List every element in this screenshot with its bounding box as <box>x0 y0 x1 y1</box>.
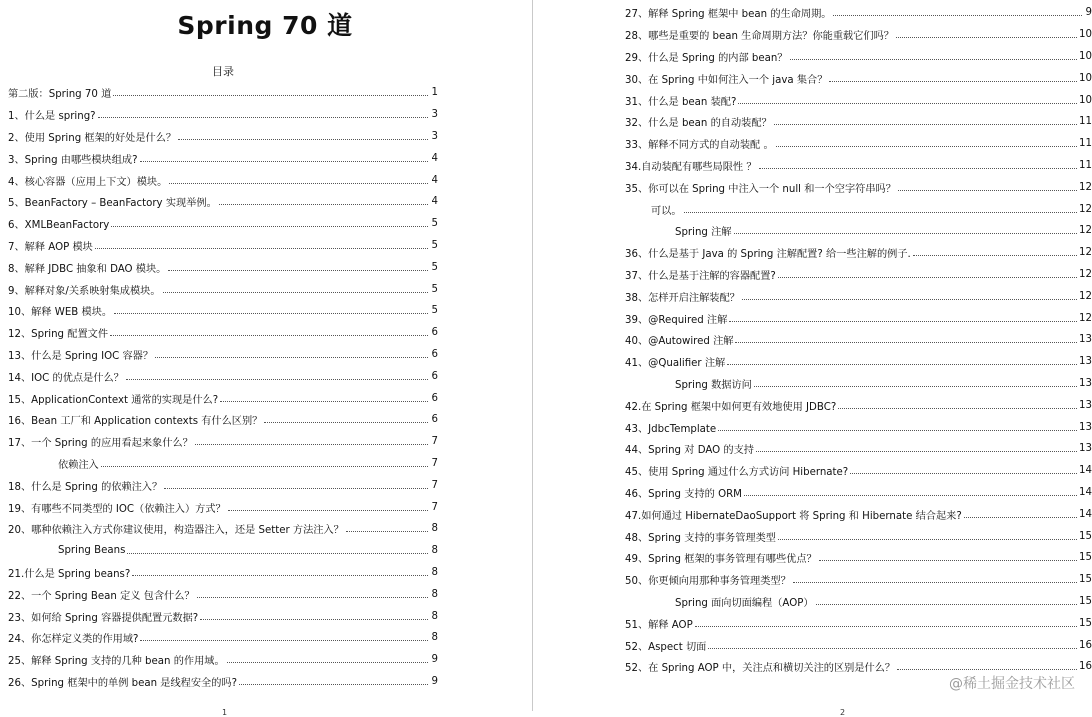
toc-entry-title: 42.在 Spring 框架中如何更有效地使用 JDBC? <box>625 401 837 413</box>
toc-entry-title: Spring 面向切面编程（AOP） <box>675 597 814 609</box>
toc-entry-page: 8 <box>431 523 438 535</box>
toc-entry-page: 15 <box>1079 552 1092 564</box>
toc-entry-page: 12 <box>1079 312 1092 324</box>
toc-entry-page: 9 <box>1085 7 1092 19</box>
document-title: Spring 70 道 <box>177 11 353 40</box>
toc-entry[interactable] <box>8 627 438 649</box>
toc-entry[interactable] <box>625 547 1092 569</box>
toc-dot-leader <box>114 313 428 314</box>
toc-entry-title: 44、Spring 对 DAO 的支持 <box>625 445 754 457</box>
toc-entry[interactable] <box>8 191 438 213</box>
toc-dot-leader <box>140 161 428 162</box>
toc-dot-leader <box>127 553 428 554</box>
toc-entry-title: 48、Spring 支持的事务管理类型 <box>625 532 776 544</box>
toc-entry-title: 29、什么是 Spring 的内部 bean？ <box>625 52 788 64</box>
toc-dot-leader <box>98 117 428 118</box>
toc-entry[interactable] <box>8 496 438 518</box>
toc-entry[interactable] <box>625 133 1092 155</box>
toc-entry-title: 22、一个 Spring Bean 定义 包含什么？ <box>8 590 195 602</box>
toc-dot-leader <box>684 212 1077 213</box>
toc-entry[interactable] <box>625 198 1092 220</box>
toc-entry-page: 10 <box>1079 50 1092 62</box>
toc-entry[interactable] <box>8 453 438 475</box>
toc-entry-title: 13、什么是 Spring IOC 容器？ <box>8 350 154 362</box>
toc-entry-page: 16 <box>1079 639 1092 651</box>
toc-entry[interactable] <box>8 344 438 366</box>
toc-entry-page: 10 <box>1079 94 1092 106</box>
toc-dot-leader <box>742 299 1077 300</box>
toc-dot-leader <box>964 517 1077 518</box>
toc-entry-page: 6 <box>431 348 438 360</box>
toc-entry-title: 43、JdbcTemplate <box>625 423 717 435</box>
toc-dot-leader <box>169 183 428 184</box>
toc-dot-leader <box>776 146 1077 147</box>
toc-entry-page: 15 <box>1079 617 1092 629</box>
toc-entry[interactable] <box>8 605 438 627</box>
toc-entry[interactable] <box>625 394 1092 416</box>
page-number-left: 1 <box>222 708 228 717</box>
toc-entry-title: 14、IOC 的优点是什么？ <box>8 372 124 384</box>
toc-entry[interactable] <box>625 569 1092 591</box>
toc-entry-page: 8 <box>431 588 438 600</box>
toc-dot-leader <box>95 248 428 249</box>
toc-dot-leader <box>132 575 428 576</box>
toc-entry-page: 6 <box>431 392 438 404</box>
toc-dot-leader <box>111 226 428 227</box>
toc-entry-title: 21.什么是 Spring beans? <box>8 568 131 580</box>
toc-entry-page: 4 <box>431 174 438 186</box>
toc-entry[interactable] <box>8 474 438 496</box>
toc-entry-page: 7 <box>431 479 438 491</box>
toc-dot-leader <box>718 430 1077 431</box>
toc-entry-title: 28、哪些是重要的 bean 生命周期方法？你能重载它们吗？ <box>625 31 894 43</box>
toc-entry-page: 5 <box>431 239 438 251</box>
toc-dot-leader <box>735 342 1077 343</box>
toc-dot-leader <box>178 139 428 140</box>
toc-entry-page: 8 <box>431 632 438 644</box>
toc-entry-page: 13 <box>1079 421 1092 433</box>
toc-entry-page: 9 <box>431 654 438 666</box>
toc-entry-title: 17、一个 Spring 的应用看起来象什么？ <box>8 438 193 450</box>
toc-entry-page: 5 <box>431 218 438 230</box>
toc-list-right <box>625 2 1092 678</box>
toc-entry[interactable] <box>625 503 1092 525</box>
toc-dot-leader <box>239 684 428 685</box>
toc-entry[interactable] <box>8 562 438 584</box>
toc-entry-page: 10 <box>1079 29 1092 41</box>
toc-entry-title: 8、解释 JDBC 抽象和 DAO 模块。 <box>8 263 167 275</box>
toc-dot-leader <box>816 604 1077 605</box>
toc-entry-title: Spring 注解 <box>675 227 732 239</box>
toc-entry[interactable] <box>625 373 1092 395</box>
toc-dot-leader <box>264 422 428 423</box>
page-divider <box>532 0 533 711</box>
toc-dot-leader <box>793 582 1077 583</box>
toc-entry[interactable] <box>8 431 438 453</box>
toc-entry-title: 39、@Required 注解 <box>625 314 728 326</box>
toc-entry[interactable] <box>625 329 1092 351</box>
toc-entry[interactable] <box>8 104 438 126</box>
toc-dot-leader <box>790 59 1078 60</box>
toc-entry-title: 27、解释 Spring 框架中 bean 的生命周期。 <box>625 9 832 21</box>
toc-dot-leader <box>897 669 1077 670</box>
toc-entry-title: 24、你怎样定义类的作用域? <box>8 634 139 646</box>
document-page-left <box>0 0 530 717</box>
toc-entry[interactable] <box>625 460 1092 482</box>
toc-dot-leader <box>346 531 428 532</box>
toc-entry-title: 9、解释对象/关系映射集成模块。 <box>8 285 161 297</box>
toc-entry-title: 18、什么是 Spring 的依赖注入？ <box>8 481 163 493</box>
toc-entry[interactable] <box>8 518 438 540</box>
toc-entry-title: 2、使用 Spring 框架的好处是什么？ <box>8 132 177 144</box>
toc-entry[interactable] <box>8 671 438 693</box>
toc-entry[interactable] <box>8 322 438 344</box>
toc-dot-leader <box>695 626 1077 627</box>
toc-dot-leader <box>819 560 1077 561</box>
toc-entry[interactable] <box>8 235 438 257</box>
toc-entry-page: 4 <box>431 196 438 208</box>
toc-entry-page: 9 <box>431 675 438 687</box>
toc-entry[interactable] <box>8 213 438 235</box>
toc-entry-title: 第二版：Spring 70 道 <box>8 89 112 101</box>
toc-entry-title: 15、ApplicationContext 通常的实现是什么? <box>8 394 219 406</box>
toc-entry[interactable] <box>625 220 1092 242</box>
toc-entry-page: 6 <box>431 414 438 426</box>
toc-dot-leader <box>200 619 428 620</box>
toc-entry-title: Spring 数据访问 <box>675 379 752 391</box>
toc-entry-title: 46、Spring 支持的 ORM <box>625 488 742 500</box>
toc-entry-title: 35、你可以在 Spring 中注入一个 null 和一个空字符串吗？ <box>625 183 896 195</box>
toc-entry-page: 11 <box>1079 159 1092 171</box>
toc-entry-title: 37、什么是基于注解的容器配置? <box>625 270 776 282</box>
toc-entry-title: 45、使用 Spring 通过什么方式访问 Hibernate? <box>625 467 849 479</box>
toc-entry[interactable] <box>8 583 438 605</box>
toc-entry-page: 13 <box>1079 399 1092 411</box>
toc-entry-page: 8 <box>431 610 438 622</box>
toc-entry[interactable] <box>8 82 438 104</box>
toc-dot-leader <box>197 597 428 598</box>
toc-dot-leader <box>838 408 1077 409</box>
toc-entry-title: 26、Spring 框架中的单例 bean 是线程安全的吗? <box>8 677 238 689</box>
toc-entry-title: 6、XMLBeanFactory <box>8 220 110 232</box>
toc-entry-title: 51、解释 AOP <box>625 619 693 631</box>
toc-entry[interactable] <box>8 169 438 191</box>
toc-dot-leader <box>110 335 428 336</box>
toc-entry-title: 41、@Qualifier 注解 <box>625 358 726 370</box>
toc-entry-page: 7 <box>431 457 438 469</box>
toc-entry[interactable] <box>625 307 1092 329</box>
toc-entry-title: 34.自动装配有哪些局限性 ？ <box>625 161 757 173</box>
toc-entry[interactable] <box>8 387 438 409</box>
toc-dot-leader <box>756 451 1077 452</box>
toc-heading: 目录 <box>212 65 234 78</box>
toc-entry[interactable] <box>625 525 1092 547</box>
toc-entry[interactable] <box>625 155 1092 177</box>
toc-entry-title: 30、在 Spring 中如何注入一个 java 集合？ <box>625 74 828 86</box>
toc-entry[interactable] <box>8 278 438 300</box>
toc-entry[interactable] <box>8 540 438 562</box>
toc-entry-title: 31、什么是 bean 装配? <box>625 96 737 108</box>
toc-entry-page: 3 <box>431 130 438 142</box>
toc-dot-leader <box>195 444 428 445</box>
toc-entry[interactable] <box>625 176 1092 198</box>
toc-entry-page: 15 <box>1079 574 1092 586</box>
toc-dot-leader <box>744 495 1077 496</box>
toc-entry-title: 可以。 <box>651 205 682 217</box>
toc-list-left <box>8 82 438 692</box>
toc-entry-page: 12 <box>1079 247 1092 259</box>
toc-entry-title: 20、哪种依赖注入方式你建议使用，构造器注入，还是 Setter 方法注入？ <box>8 525 344 537</box>
toc-entry[interactable] <box>625 2 1092 24</box>
toc-entry-page: 12 <box>1079 290 1092 302</box>
toc-entry[interactable] <box>625 612 1092 634</box>
toc-entry-page: 8 <box>431 545 438 557</box>
toc-entry-title: 52、在 Spring AOP 中，关注点和横切关注的区别是什么？ <box>625 663 896 675</box>
toc-dot-leader <box>833 15 1082 16</box>
toc-dot-leader <box>896 37 1077 38</box>
toc-entry-title: 4、核心容器（应用上下文）模块。 <box>8 176 168 188</box>
toc-entry-page: 13 <box>1079 356 1092 368</box>
toc-entry[interactable] <box>8 409 438 431</box>
toc-entry-page: 5 <box>431 305 438 317</box>
toc-entry-page: 8 <box>431 566 438 578</box>
toc-entry-page: 5 <box>431 283 438 295</box>
toc-entry-page: 15 <box>1079 595 1092 607</box>
toc-dot-leader <box>155 357 428 358</box>
toc-dot-leader <box>898 190 1077 191</box>
toc-dot-leader <box>227 662 428 663</box>
toc-entry-page: 1 <box>431 87 438 99</box>
watermark: @稀土掘金技术社区 <box>949 676 1075 692</box>
toc-dot-leader <box>738 103 1077 104</box>
toc-dot-leader <box>220 401 428 402</box>
toc-entry-title: 25、解释 Spring 支持的几种 bean 的作用域。 <box>8 656 225 668</box>
toc-entry-page: 14 <box>1079 465 1092 477</box>
toc-entry-title: 16、Bean 工厂和 Application contexts 有什么区别？ <box>8 416 263 428</box>
toc-entry-page: 15 <box>1079 530 1092 542</box>
toc-entry-page: 14 <box>1079 486 1092 498</box>
toc-entry-page: 14 <box>1079 508 1092 520</box>
toc-entry[interactable] <box>8 147 438 169</box>
toc-entry-title: 1、什么是 spring? <box>8 111 96 123</box>
toc-dot-leader <box>778 539 1077 540</box>
toc-entry-page: 13 <box>1079 443 1092 455</box>
toc-dot-leader <box>913 255 1077 256</box>
toc-entry-page: 12 <box>1079 203 1092 215</box>
toc-dot-leader <box>729 321 1077 322</box>
toc-entry[interactable] <box>625 634 1092 656</box>
toc-entry[interactable] <box>625 46 1092 68</box>
toc-dot-leader <box>708 648 1077 649</box>
toc-entry-title: 38、怎样开启注解装配？ <box>625 292 740 304</box>
toc-entry[interactable] <box>625 482 1092 504</box>
toc-dot-leader <box>850 473 1077 474</box>
toc-entry-page: 13 <box>1079 334 1092 346</box>
toc-entry-page: 7 <box>431 436 438 448</box>
toc-dot-leader <box>101 466 428 467</box>
toc-entry[interactable] <box>625 111 1092 133</box>
toc-entry-title: 23、如何给 Spring 容器提供配置元数据? <box>8 612 199 624</box>
toc-dot-leader <box>140 640 428 641</box>
toc-entry-title: 40、@Autowired 注解 <box>625 336 734 348</box>
toc-entry[interactable] <box>625 416 1092 438</box>
toc-entry-page: 7 <box>431 501 438 513</box>
toc-dot-leader <box>228 510 428 511</box>
toc-entry[interactable] <box>625 67 1092 89</box>
toc-entry-page: 6 <box>431 327 438 339</box>
toc-dot-leader <box>168 270 428 271</box>
toc-entry[interactable] <box>8 365 438 387</box>
toc-entry-title: 12、Spring 配置文件 <box>8 329 109 341</box>
toc-entry-title: 依赖注入 <box>58 459 99 471</box>
toc-entry[interactable] <box>8 256 438 278</box>
toc-entry-title: 49、Spring 框架的事务管理有哪些优点？ <box>625 554 817 566</box>
toc-entry-title: 5、BeanFactory – BeanFactory 实现举例。 <box>8 198 217 210</box>
toc-dot-leader <box>759 168 1078 169</box>
toc-entry-title: 10、解释 WEB 模块。 <box>8 307 113 319</box>
toc-entry-title: 32、什么是 bean 的自动装配？ <box>625 118 772 130</box>
toc-entry-page: 12 <box>1079 225 1092 237</box>
toc-entry-page: 11 <box>1079 116 1092 128</box>
toc-entry-page: 6 <box>431 370 438 382</box>
toc-entry-title: 3、Spring 由哪些模块组成? <box>8 154 138 166</box>
toc-entry[interactable] <box>625 264 1092 286</box>
toc-dot-leader <box>778 277 1077 278</box>
toc-dot-leader <box>734 233 1078 234</box>
page-number-right: 2 <box>840 708 846 717</box>
toc-entry-page: 12 <box>1079 181 1092 193</box>
toc-entry-page: 16 <box>1079 661 1092 673</box>
toc-entry-page: 4 <box>431 152 438 164</box>
toc-entry-page: 13 <box>1079 377 1092 389</box>
toc-dot-leader <box>727 364 1077 365</box>
toc-entry[interactable] <box>625 438 1092 460</box>
toc-entry-page: 11 <box>1079 138 1092 150</box>
toc-dot-leader <box>126 379 428 380</box>
toc-entry-title: 47.如何通过 HibernateDaoSupport 将 Spring 和 Hibernate 结合起来? <box>625 510 962 522</box>
toc-entry-page: 10 <box>1079 72 1092 84</box>
toc-entry[interactable] <box>625 242 1092 264</box>
toc-dot-leader <box>754 386 1077 387</box>
toc-entry[interactable] <box>625 285 1092 307</box>
toc-dot-leader <box>829 81 1077 82</box>
toc-entry-title: 33、解释不同方式的自动装配 。 <box>625 140 774 152</box>
toc-entry[interactable] <box>625 24 1092 46</box>
toc-entry-title: 52、Aspect 切面 <box>625 641 707 653</box>
toc-dot-leader <box>219 204 428 205</box>
toc-dot-leader <box>163 292 428 293</box>
toc-entry[interactable] <box>8 300 438 322</box>
toc-entry-title: 19、有哪些不同类型的 IOC（依赖注入）方式？ <box>8 503 226 515</box>
toc-entry-title: Spring Beans <box>58 545 126 557</box>
toc-entry[interactable] <box>625 351 1092 373</box>
toc-dot-leader <box>774 124 1077 125</box>
toc-dot-leader <box>113 95 428 96</box>
toc-entry-title: 50、你更倾向用那种事务管理类型？ <box>625 576 791 588</box>
toc-entry-page: 3 <box>431 109 438 121</box>
toc-entry[interactable] <box>625 591 1092 613</box>
document-page-right <box>536 0 1092 717</box>
toc-entry[interactable] <box>625 89 1092 111</box>
toc-dot-leader <box>164 488 428 489</box>
toc-entry[interactable] <box>8 126 438 148</box>
toc-entry[interactable] <box>8 649 438 671</box>
toc-entry-page: 12 <box>1079 268 1092 280</box>
toc-entry-title: 36、什么是基于 Java 的 Spring 注解配置? 给一些注解的例子. <box>625 249 911 261</box>
toc-entry-title: 7、解释 AOP 模块 <box>8 241 93 253</box>
toc-entry-page: 5 <box>431 261 438 273</box>
